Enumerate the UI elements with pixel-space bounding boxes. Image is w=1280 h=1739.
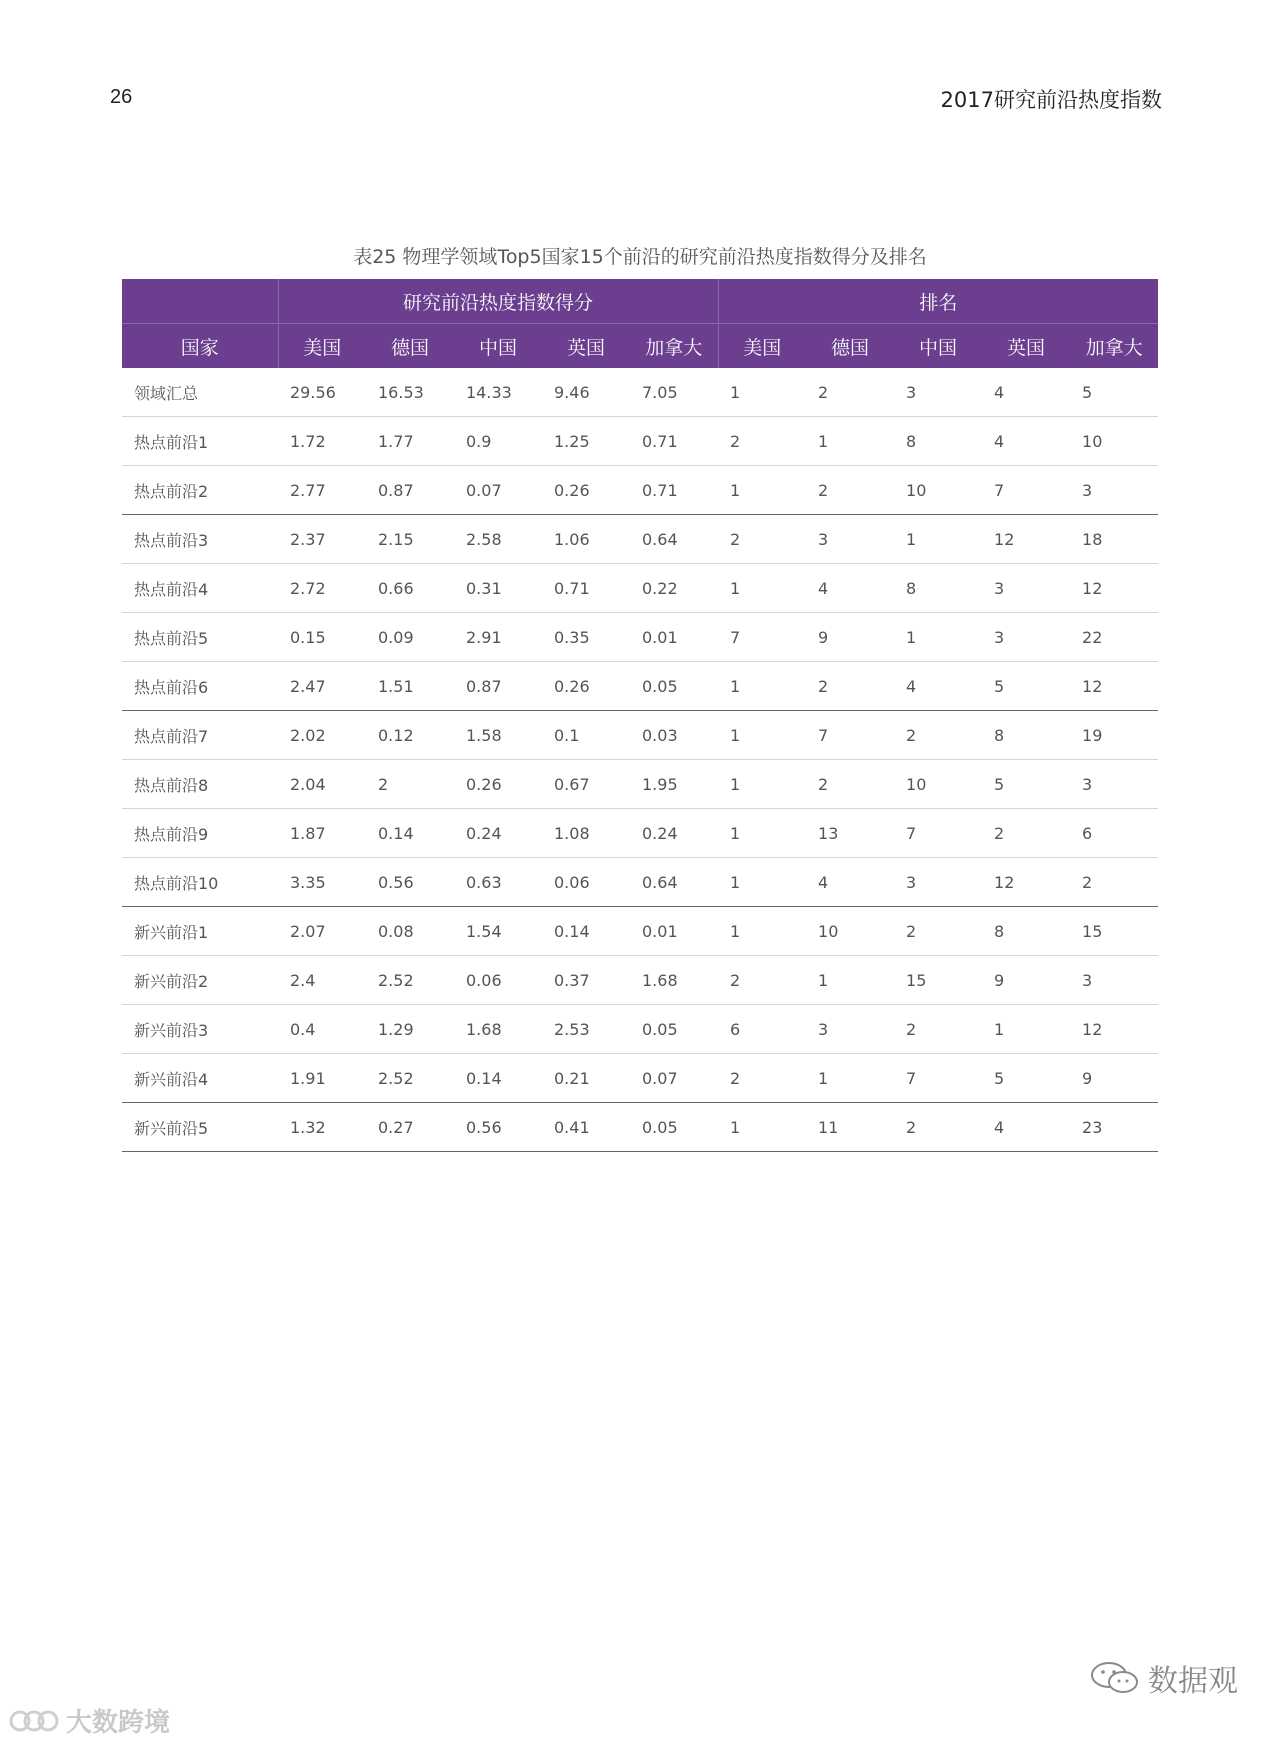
- row-label: 新兴前沿5: [122, 1103, 278, 1152]
- rank-cell: 15: [1070, 907, 1158, 956]
- score-cell: 0.01: [630, 907, 718, 956]
- score-cell: 0.63: [454, 858, 542, 907]
- rank-cell: 1: [718, 809, 806, 858]
- rank-cell: 15: [894, 956, 982, 1005]
- score-cell: 1.91: [278, 1054, 366, 1103]
- data-table: [122, 279, 1158, 1152]
- score-cell: 0.07: [630, 1054, 718, 1103]
- score-cell: 2.77: [278, 466, 366, 515]
- row-label: 新兴前沿3: [122, 1005, 278, 1054]
- rank-cell: 2: [894, 711, 982, 760]
- rank-cell: 8: [982, 907, 1070, 956]
- score-cell: 1.08: [542, 809, 630, 858]
- score-cell: 2.37: [278, 515, 366, 564]
- rank-cell: 12: [1070, 662, 1158, 711]
- score-cell: 1.68: [454, 1005, 542, 1054]
- rank-cell: 2: [718, 1054, 806, 1103]
- rank-cell: 1: [982, 1005, 1070, 1054]
- rank-cell: 1: [718, 662, 806, 711]
- row-label: 热点前沿7: [122, 711, 278, 760]
- header-score-col: 英国: [542, 324, 630, 369]
- rank-cell: 4: [982, 368, 1070, 417]
- row-label: 热点前沿3: [122, 515, 278, 564]
- rank-cell: 5: [982, 662, 1070, 711]
- rank-cell: 5: [1070, 368, 1158, 417]
- header-rank-col: 英国: [982, 324, 1070, 369]
- rank-cell: 2: [718, 515, 806, 564]
- score-cell: 2.58: [454, 515, 542, 564]
- rank-cell: 5: [982, 1054, 1070, 1103]
- header-rank-col: 加拿大: [1070, 324, 1158, 369]
- score-cell: 0.9: [454, 417, 542, 466]
- score-cell: 0.14: [542, 907, 630, 956]
- score-cell: 0.66: [366, 564, 454, 613]
- table-row: [122, 760, 1158, 809]
- rank-cell: 1: [718, 858, 806, 907]
- rank-cell: 1: [718, 1103, 806, 1152]
- table-row: [122, 956, 1158, 1005]
- rank-cell: 1: [718, 711, 806, 760]
- score-cell: 0.03: [630, 711, 718, 760]
- watermark-left: [8, 1702, 170, 1739]
- table-row: [122, 368, 1158, 417]
- score-cell: 7.05: [630, 368, 718, 417]
- rank-cell: 6: [1070, 809, 1158, 858]
- rank-cell: 8: [982, 711, 1070, 760]
- rank-cell: 2: [1070, 858, 1158, 907]
- rank-cell: 10: [894, 760, 982, 809]
- header-score-col: 加拿大: [630, 324, 718, 369]
- rank-cell: 4: [806, 564, 894, 613]
- score-cell: 0.87: [454, 662, 542, 711]
- header-score-col: 德国: [366, 324, 454, 369]
- rank-cell: 12: [982, 858, 1070, 907]
- row-label: 热点前沿6: [122, 662, 278, 711]
- rank-cell: 1: [718, 564, 806, 613]
- score-cell: 1.29: [366, 1005, 454, 1054]
- score-cell: 0.27: [366, 1103, 454, 1152]
- table-caption: 表25 物理学领域Top5国家15个前沿的研究前沿热度指数得分及排名: [353, 246, 927, 268]
- score-cell: 2.91: [454, 613, 542, 662]
- score-cell: 0.41: [542, 1103, 630, 1152]
- rank-cell: 13: [806, 809, 894, 858]
- score-cell: 0.64: [630, 515, 718, 564]
- score-cell: 0.14: [366, 809, 454, 858]
- score-cell: 1.54: [454, 907, 542, 956]
- rank-cell: 2: [894, 1103, 982, 1152]
- score-cell: 0.15: [278, 613, 366, 662]
- rank-cell: 1: [806, 1054, 894, 1103]
- data-table-container: [122, 279, 1158, 1152]
- score-cell: 2.53: [542, 1005, 630, 1054]
- score-cell: 2.07: [278, 907, 366, 956]
- table-row: [122, 858, 1158, 907]
- score-cell: 0.26: [542, 662, 630, 711]
- row-label: 热点前沿5: [122, 613, 278, 662]
- score-cell: 0.64: [630, 858, 718, 907]
- header-score-col: 美国: [278, 324, 366, 369]
- rank-cell: 1: [718, 760, 806, 809]
- rank-cell: 2: [718, 417, 806, 466]
- page-number: 26: [110, 86, 133, 108]
- score-cell: 9.46: [542, 368, 630, 417]
- rank-cell: 11: [806, 1103, 894, 1152]
- rank-cell: 6: [718, 1005, 806, 1054]
- row-label: 热点前沿1: [122, 417, 278, 466]
- rank-cell: 3: [894, 368, 982, 417]
- row-label: 新兴前沿4: [122, 1054, 278, 1103]
- score-cell: 0.22: [630, 564, 718, 613]
- table-row: [122, 1103, 1158, 1152]
- rank-cell: 1: [718, 466, 806, 515]
- rank-cell: 3: [806, 515, 894, 564]
- rank-cell: 4: [894, 662, 982, 711]
- score-cell: 0.35: [542, 613, 630, 662]
- rank-cell: 2: [806, 760, 894, 809]
- watermark-right-text: 数据观: [1148, 1664, 1238, 1699]
- table-row: [122, 417, 1158, 466]
- rank-cell: 2: [982, 809, 1070, 858]
- score-cell: 3.35: [278, 858, 366, 907]
- rank-cell: 3: [982, 613, 1070, 662]
- score-cell: 0.01: [630, 613, 718, 662]
- score-cell: 29.56: [278, 368, 366, 417]
- header-rank-col: 美国: [718, 324, 806, 369]
- header-rank-col: 中国: [894, 324, 982, 369]
- rank-cell: 4: [982, 1103, 1070, 1152]
- header-column-row: [122, 324, 1158, 369]
- rank-cell: 2: [806, 466, 894, 515]
- rank-cell: 9: [1070, 1054, 1158, 1103]
- rank-cell: 3: [894, 858, 982, 907]
- rank-cell: 12: [982, 515, 1070, 564]
- header-group-row: [122, 279, 1158, 324]
- header-rank-group: 排名: [718, 279, 1158, 324]
- score-cell: 0.12: [366, 711, 454, 760]
- rank-cell: 7: [894, 1054, 982, 1103]
- rank-cell: 10: [1070, 417, 1158, 466]
- row-label: 热点前沿4: [122, 564, 278, 613]
- table-row: [122, 466, 1158, 515]
- row-label: 热点前沿2: [122, 466, 278, 515]
- score-cell: 0.56: [454, 1103, 542, 1152]
- rank-cell: 1: [806, 417, 894, 466]
- rank-cell: 1: [806, 956, 894, 1005]
- score-cell: 0.24: [454, 809, 542, 858]
- score-cell: 0.67: [542, 760, 630, 809]
- rank-cell: 3: [982, 564, 1070, 613]
- rank-cell: 9: [982, 956, 1070, 1005]
- rank-cell: 3: [1070, 956, 1158, 1005]
- score-cell: 0.06: [454, 956, 542, 1005]
- watermark-left-text: 大数跨境: [66, 1708, 171, 1738]
- score-cell: 1.25: [542, 417, 630, 466]
- score-cell: 2.47: [278, 662, 366, 711]
- score-cell: 16.53: [366, 368, 454, 417]
- table-row: [122, 809, 1158, 858]
- score-cell: 1.87: [278, 809, 366, 858]
- score-cell: 0.09: [366, 613, 454, 662]
- score-cell: 0.4: [278, 1005, 366, 1054]
- header-rank-col: 德国: [806, 324, 894, 369]
- score-cell: 0.71: [630, 466, 718, 515]
- rank-cell: 3: [806, 1005, 894, 1054]
- rank-cell: 12: [1070, 1005, 1158, 1054]
- table-row: [122, 613, 1158, 662]
- rank-cell: 2: [718, 956, 806, 1005]
- table-row: [122, 1005, 1158, 1054]
- score-cell: 1.68: [630, 956, 718, 1005]
- score-cell: 2: [366, 760, 454, 809]
- score-cell: 0.1: [542, 711, 630, 760]
- rank-cell: 2: [894, 907, 982, 956]
- score-cell: 0.21: [542, 1054, 630, 1103]
- rank-cell: 3: [1070, 466, 1158, 515]
- table-row: [122, 1054, 1158, 1103]
- rank-cell: 8: [894, 564, 982, 613]
- score-cell: 1.32: [278, 1103, 366, 1152]
- score-cell: 0.08: [366, 907, 454, 956]
- score-cell: 0.26: [454, 760, 542, 809]
- rank-cell: 5: [982, 760, 1070, 809]
- rank-cell: 2: [894, 1005, 982, 1054]
- table-row: [122, 907, 1158, 956]
- running-title: 2017研究前沿热度指数: [940, 88, 1162, 112]
- rank-cell: 8: [894, 417, 982, 466]
- score-cell: 0.71: [542, 564, 630, 613]
- header-country: 国家: [122, 324, 278, 369]
- score-cell: 0.26: [542, 466, 630, 515]
- rank-cell: 10: [806, 907, 894, 956]
- score-cell: 1.06: [542, 515, 630, 564]
- score-cell: 0.56: [366, 858, 454, 907]
- row-label: 新兴前沿1: [122, 907, 278, 956]
- row-label: 领域汇总: [122, 368, 278, 417]
- rank-cell: 10: [894, 466, 982, 515]
- header-empty-cell: [122, 279, 278, 324]
- table-row: [122, 564, 1158, 613]
- rank-cell: 7: [982, 466, 1070, 515]
- table-body: [122, 368, 1158, 1152]
- score-cell: 0.06: [542, 858, 630, 907]
- score-cell: 0.31: [454, 564, 542, 613]
- rank-cell: 18: [1070, 515, 1158, 564]
- rank-cell: 1: [894, 515, 982, 564]
- rank-cell: 7: [806, 711, 894, 760]
- rank-cell: 4: [982, 417, 1070, 466]
- rank-cell: 2: [806, 662, 894, 711]
- score-cell: 1.51: [366, 662, 454, 711]
- header-score-col: 中国: [454, 324, 542, 369]
- score-cell: 14.33: [454, 368, 542, 417]
- rank-cell: 4: [806, 858, 894, 907]
- score-cell: 1.95: [630, 760, 718, 809]
- row-label: 热点前沿10: [122, 858, 278, 907]
- score-cell: 2.02: [278, 711, 366, 760]
- score-cell: 1.77: [366, 417, 454, 466]
- header-score-group: 研究前沿热度指数得分: [278, 279, 718, 324]
- score-cell: 2.72: [278, 564, 366, 613]
- row-label: 热点前沿8: [122, 760, 278, 809]
- rank-cell: 2: [806, 368, 894, 417]
- rank-cell: 1: [718, 368, 806, 417]
- score-cell: 2.4: [278, 956, 366, 1005]
- score-cell: 0.87: [366, 466, 454, 515]
- score-cell: 0.05: [630, 1103, 718, 1152]
- wechat-icon: [1090, 1661, 1140, 1695]
- rank-cell: 12: [1070, 564, 1158, 613]
- rank-cell: 7: [894, 809, 982, 858]
- score-cell: 0.05: [630, 662, 718, 711]
- rank-cell: 22: [1070, 613, 1158, 662]
- rank-cell: 3: [1070, 760, 1158, 809]
- score-cell: 0.37: [542, 956, 630, 1005]
- score-cell: 0.71: [630, 417, 718, 466]
- score-cell: 1.72: [278, 417, 366, 466]
- table-row: [122, 662, 1158, 711]
- score-cell: 2.52: [366, 956, 454, 1005]
- rank-cell: 1: [894, 613, 982, 662]
- score-cell: 0.05: [630, 1005, 718, 1054]
- rank-cell: 23: [1070, 1103, 1158, 1152]
- score-cell: 0.07: [454, 466, 542, 515]
- brand-logo-icon: [8, 1707, 60, 1735]
- rank-cell: 7: [718, 613, 806, 662]
- watermark-right: [1090, 1656, 1238, 1700]
- score-cell: 0.14: [454, 1054, 542, 1103]
- score-cell: 1.58: [454, 711, 542, 760]
- score-cell: 0.24: [630, 809, 718, 858]
- score-cell: 2.15: [366, 515, 454, 564]
- rank-cell: 19: [1070, 711, 1158, 760]
- table-row: [122, 711, 1158, 760]
- rank-cell: 1: [718, 907, 806, 956]
- score-cell: 2.04: [278, 760, 366, 809]
- rank-cell: 9: [806, 613, 894, 662]
- table-row: [122, 515, 1158, 564]
- row-label: 热点前沿9: [122, 809, 278, 858]
- row-label: 新兴前沿2: [122, 956, 278, 1005]
- score-cell: 2.52: [366, 1054, 454, 1103]
